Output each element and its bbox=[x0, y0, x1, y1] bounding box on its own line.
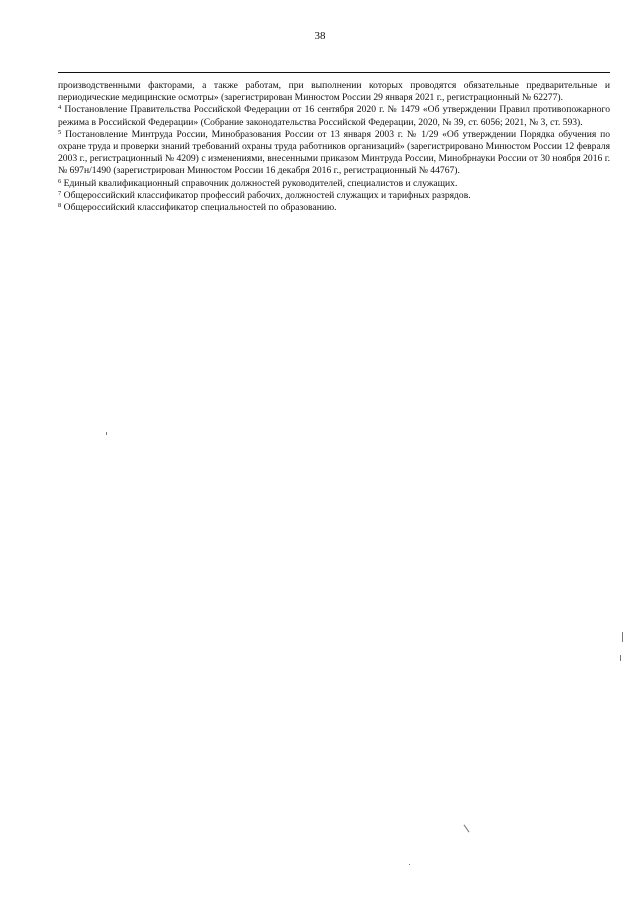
page-number: 38 bbox=[314, 30, 326, 42]
scan-speck bbox=[106, 432, 107, 435]
footnote-5 bbox=[58, 129, 610, 178]
footnote-marker: 8 bbox=[58, 202, 62, 210]
footnote-continuation bbox=[58, 80, 610, 104]
footnote-text: производственными факторами, а также работам, при выполнении которых проводятся обязательные предварительные и периодические медицинские осмотры» (зарегистрирован Минюстом России 29 января 2021 г., регистрационный № 62277). bbox=[58, 80, 610, 104]
footnote-8 bbox=[58, 202, 610, 214]
footnote-marker: 6 bbox=[58, 177, 62, 185]
footnote-marker: 5 bbox=[58, 128, 62, 136]
footnote-separator bbox=[58, 72, 610, 73]
footnote-text: Постановление Правительства Российской Федерации от 16 сентября 2020 г. № 1479 «Об утверждении Правил противопожарного режима в Российской Федерации» (Собрание законодательства Российской Федерации, 2020, № 39, ст. 6056; 2021, № 3, ст. 593). bbox=[58, 104, 610, 128]
footnote-marker: 4 bbox=[58, 104, 62, 112]
footnote-marker: 7 bbox=[58, 189, 62, 197]
footnote-text: Единый квалификационный справочник должностей руководителей, специалистов и служащих. bbox=[63, 177, 458, 189]
footnote-7 bbox=[58, 190, 610, 202]
footnote-4 bbox=[58, 104, 610, 128]
footnote-text: Общероссийский классификатор профессий рабочих, должностей служащих и тарифных разрядов. bbox=[63, 189, 471, 201]
scan-speck bbox=[464, 825, 470, 833]
footnote-text: Общероссийский классификатор специальностей по образованию. bbox=[63, 202, 337, 214]
scan-speck bbox=[409, 864, 410, 865]
footnote-6 bbox=[58, 178, 610, 190]
scan-speck bbox=[620, 655, 621, 661]
footnotes-section bbox=[58, 80, 610, 214]
footnote-text: Постановление Минтруда России, Минобразования России от 13 января 2003 г. № 1/29 «Об утверждении Порядка обучения по охране труда и проверки знаний требований охраны труда работников организаций» (зарегистрировано Минюстом России 12 февраля 2003 г., регистрационный № 4209) с изменениями, внесенными приказом Минтруда России, Минобрнауки России от 30 ноября 2016 г. № 697н/1490 (зарегистрирован Минюстом России 16 декабря 2016 г., регистрационный № 44767). bbox=[58, 128, 610, 177]
scan-speck bbox=[622, 632, 623, 642]
